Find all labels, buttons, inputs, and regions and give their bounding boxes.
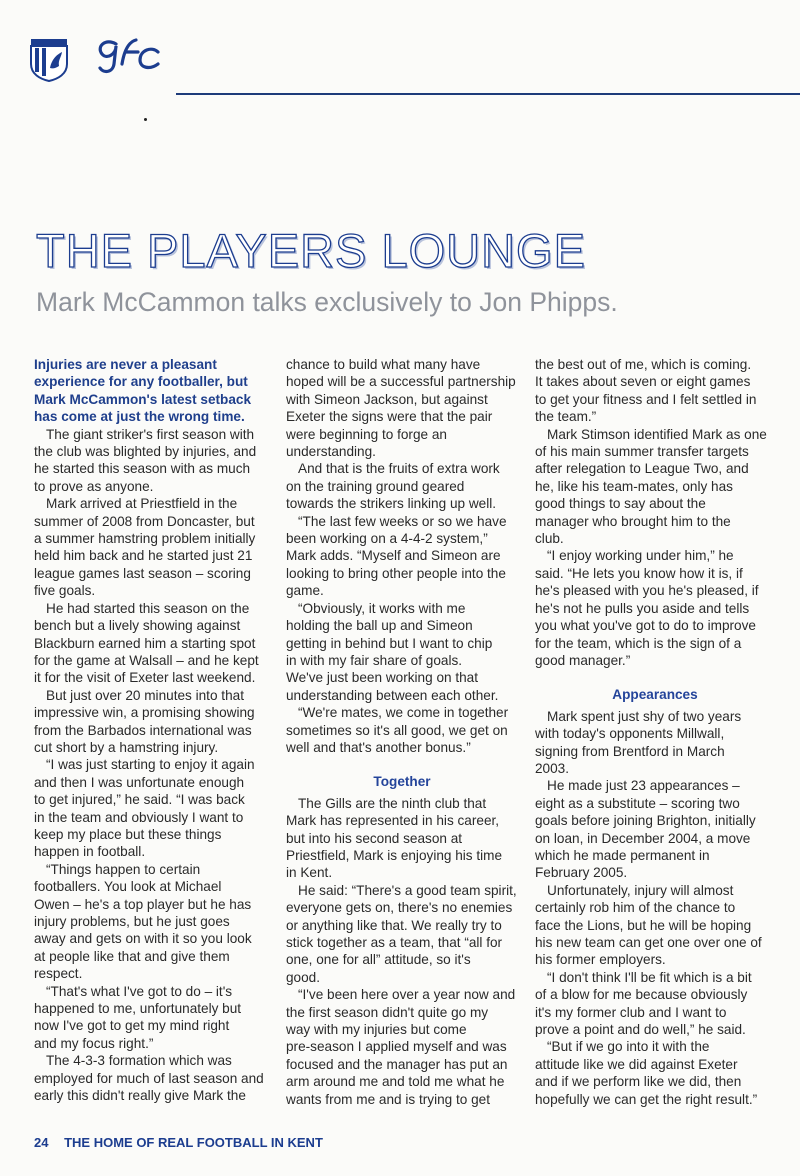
body-paragraph: “But if we go into it with the attitude like we did against Exeter and if we perform like we did, then hopefully we can get the right result.” (535, 1039, 758, 1107)
body-paragraph: And that is the fruits of extra work on the training ground geared towards the strikers linking up well. (286, 461, 500, 512)
body-paragraph: chance to build what many have hoped will be a successful partnership with Simeon Jackson, but against Exeter the signs were that the pair were beginning to forge an understanding. (286, 357, 516, 460)
subhead-appearances: Appearances (612, 687, 698, 703)
body-paragraph: “I enjoy working under him,” he said. “He lets you know how it is, if he's pleased with you he's pleased, if he's not he pulls you aside and tells you what you've got to do to improve for the team, which is the sign of a good manager.” (535, 548, 759, 668)
body-paragraph: Mark arrived at Priestfield in the summer of 2008 from Doncaster, but a summer hamstring problem initially held him back and he started just 21 league games last season – scoring five goals. (34, 496, 256, 599)
body-paragraph: “I was just starting to enjoy it again and then I was unfortunate enough to get injured,” he said. “I was back in the team and obviously I want to keep my place but these things happen in football. (34, 757, 255, 860)
article-column-1 (34, 356, 274, 1104)
body-paragraph: the best out of me, which is coming. It takes about seven or eight games to get your fitness and I felt settled in the team.” (535, 357, 757, 425)
body-paragraph: He had started this season on the bench but a lively showing against Blackburn earned him a starting spot for the game at Walsall – and he kept it for the visit of Exeter last weekend. (34, 600, 259, 686)
club-crest-logo (28, 38, 70, 82)
footer-tagline: THE HOME OF REAL FOOTBALL IN KENT (64, 1135, 323, 1150)
article-title: THE PLAYERS LOUNGE (36, 224, 586, 277)
intro-paragraph: Injuries are never a pleasant experience for any footballer, but Mark McCammon's latest setback has come at just the wrong time. (34, 357, 252, 425)
gfc-monogram-logo (92, 34, 166, 78)
body-paragraph: The giant striker's first season with the club was blighted by injuries, and he started this season with as much to prove as anyone. (34, 426, 257, 494)
header-rule (176, 93, 800, 95)
body-paragraph: The Gills are the ninth club that Mark has represented in his career, but into his second season at Priestfield, Mark is enjoying his time in Kent. (286, 795, 503, 881)
body-paragraph: “Things happen to certain footballers. You look at Michael Owen – he's a top player but he has injury problems, but he just goes away and gets on with it so you look at people like that and give them respect. (34, 861, 252, 982)
page-footer (34, 1135, 323, 1150)
body-paragraph: But just over 20 minutes into that impressive win, a promising showing from the Barbados international was cut short by a hamstring injury. (34, 687, 255, 755)
body-paragraph: Unfortunately, injury will almost certainly rob him of the chance to face the Lions, but he will be hoping his new team can get one over one of his former employers. (535, 882, 762, 968)
body-paragraph: “I don't think I'll be fit which is a bit of a blow for me because obviously it's my former club and I want to prove a point and do well,” he said. (535, 969, 752, 1038)
subhead-together: Together (373, 774, 431, 790)
body-paragraph: The 4-3-3 formation which was employed for much of last season and early this didn't really give Mark the (34, 1053, 264, 1104)
print-speck (144, 118, 147, 121)
body-paragraph: “Obviously, it works with me holding the ball up and Simeon getting in behind but I want to chip in with my fair share of goals. We've just been working on that understanding between each other. (286, 600, 499, 703)
page-number: 24 (34, 1135, 49, 1150)
body-paragraph: Mark Stimson identified Mark as one of his main summer transfer targets after relegation to League Two, and he, like his team-mates, only has good things to say about the manager who brought him to the club. (535, 426, 767, 547)
body-paragraph: He made just 23 appearances – eight as a substitute – scoring two goals before joining Brighton, initially on loan, in December 2004, a move which he made permanent in February 2005. (535, 778, 756, 881)
body-paragraph: “I've been here over a year now and the first season didn't quite go my way with my injuries but come pre-season I applied myself and was focused and the manager has put an arm around me and told me what he wants from me and is trying to get (286, 987, 516, 1107)
body-paragraph: He said: “There's a good team spirit, everyone gets on, there's no enemies or anything like that. We really try to stick together as a team, that “all for one, one for all” attitude, so it's good. (286, 882, 517, 985)
body-paragraph: “That's what I've got to do – it's happened to me, unfortunately but now I've got to get my mind right and my focus right.” (34, 983, 242, 1051)
article-subtitle: Mark McCammon talks exclusively to Jon Phipps. (36, 287, 618, 317)
article-column-3 (535, 356, 775, 1108)
body-paragraph: Mark spent just shy of two years with today's opponents Millwall, signing from Brentford in March 2003. (535, 708, 742, 776)
article-column-2 (286, 356, 518, 1108)
body-paragraph: “The last few weeks or so we have been working on a 4-4-2 system,” Mark adds. “Myself and Simeon are looking to bring other people into the game. (286, 513, 507, 599)
body-paragraph: “We're mates, we come in together sometimes so it's all good, we get on well and that's another bonus.” (286, 705, 509, 755)
